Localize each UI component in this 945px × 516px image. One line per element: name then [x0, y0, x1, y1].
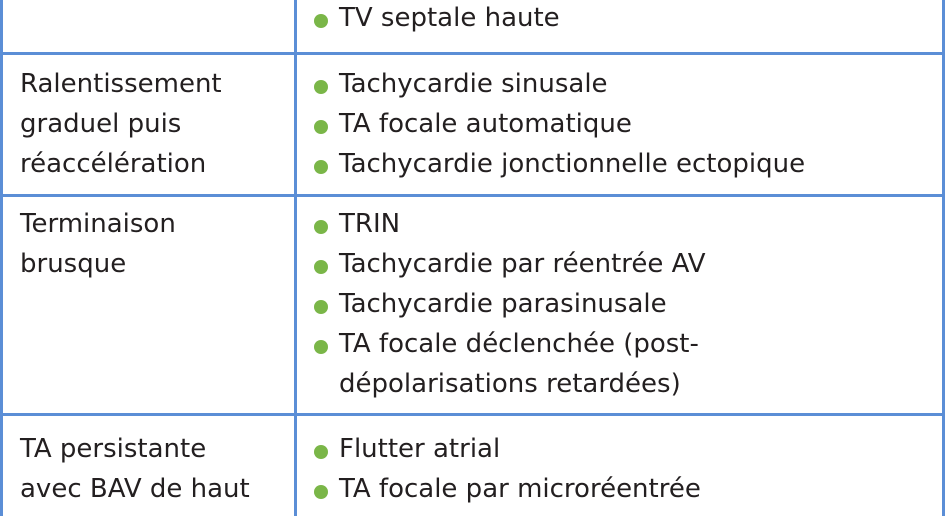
table-row-mechanisms [312, 64, 932, 184]
table-row-condition: TA persistante avec BAV de haut [20, 434, 250, 504]
list-item: TA focale par microréentrée [312, 469, 932, 509]
table-row-mechanisms [312, 0, 932, 38]
bullet-icon [314, 445, 328, 459]
list-item: Flutter atrial [312, 429, 932, 469]
row-divider [0, 413, 945, 416]
table-row-mechanisms [312, 429, 932, 509]
table-border-left [0, 0, 3, 516]
list-item: Tachycardie jonctionnelle ectopique [312, 144, 932, 184]
list-item: Tachycardie par réentrée AV [312, 244, 932, 284]
list-item: TRIN [312, 204, 932, 244]
list-item: TV septale haute [312, 0, 932, 38]
list-item: TA focale automatique [312, 104, 932, 144]
table-row-mechanisms [312, 204, 932, 404]
bullet-icon [314, 300, 328, 314]
bullet-icon [314, 260, 328, 274]
table-row-condition: Ralentissement graduel puis réaccélération [20, 69, 222, 179]
list-item: TA focale déclenchée (post- dépolarisations retardées) [312, 324, 932, 404]
table-row-condition: Terminaison brusque [20, 209, 176, 279]
row-divider [0, 52, 945, 55]
column-divider [294, 0, 297, 516]
bullet-icon [314, 80, 328, 94]
bullet-icon [314, 160, 328, 174]
list-item: Tachycardie sinusale [312, 64, 932, 104]
bullet-icon [314, 220, 328, 234]
bullet-icon [314, 14, 328, 28]
bullet-icon [314, 120, 328, 134]
bullet-icon [314, 340, 328, 354]
list-item: Tachycardie parasinusale [312, 284, 932, 324]
row-divider [0, 194, 945, 197]
bullet-icon [314, 485, 328, 499]
